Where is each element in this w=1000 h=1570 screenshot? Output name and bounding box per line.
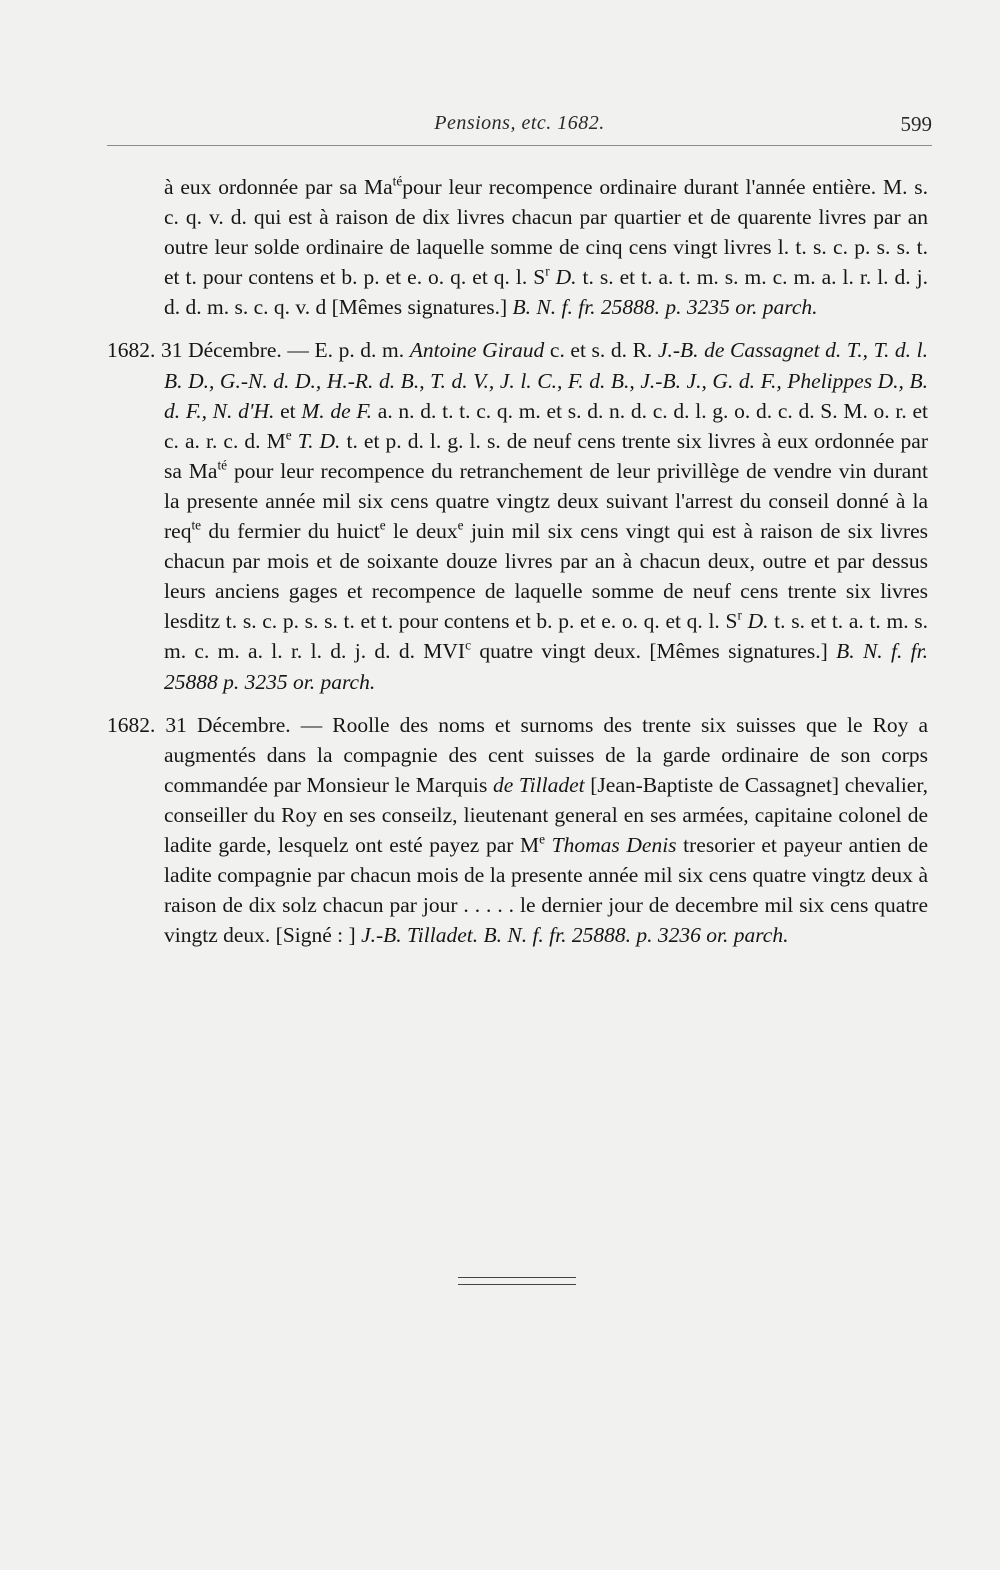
paragraph-entry-1682-december-31-first: [107, 335, 928, 696]
text-run: [Jean-Baptiste de Cassagnet] chevalier, conseiller du Roy en ses conseilz, lieutenant general en ses armées, capitaine colonel de ladite garde, lesquelz ont esté payez par M: [164, 772, 929, 857]
page-body: [107, 172, 928, 963]
text-run: quatre vingt deux. [Mêmes signatures.]: [471, 639, 837, 664]
text-run: [545, 833, 552, 857]
italic-text: Antoine Giraud: [409, 338, 545, 363]
superscript-text: r: [737, 607, 742, 623]
italic-text: Thomas Denis: [551, 832, 677, 857]
italic-text: T. D.: [297, 428, 341, 453]
text-run: t. et p. d. l. g. l. s. de neuf cens trente six livres à eux ordonnée par sa Ma: [164, 428, 928, 483]
superscript-text: e: [457, 517, 464, 533]
paragraph-continuation: [107, 172, 928, 322]
italic-text: B. N. f. fr. 25888 p. 3235 or. parch.: [164, 639, 928, 694]
text-run: à eux ordonnée par sa Ma: [164, 175, 393, 199]
text-run: 1682. 31 Décembre. — E. p. d. m.: [107, 338, 410, 363]
text-run: 1682. 31 Décembre. — Roolle des noms et surnoms des trente six suisses que le Roy a augmentés dans la compagnie des cent suisses de la garde ordinaire de son corps commandée par Monsieur le Marquis: [107, 712, 928, 797]
page-number: 599: [900, 112, 932, 136]
superscript-text: té: [217, 457, 228, 473]
text-run: tresorier et payeur antien de ladite compagnie par chacun mois de la presente année mil six cens quatre vingtz deux à raison de dix solz chacun par jour . . . . . le dernier jour de decembre mil six cens quatre vingtz deux. [Signé : ]: [164, 832, 929, 948]
italic-text: B. N. f. fr. 25888. p. 3235 or. parch.: [512, 295, 818, 320]
text-run: juin mil six cens vingt qui est à raison de six livres chacun par mois et de soixante douze livres par an à chacun deux, outre et par dessus leurs anciens gages et recompence de laquelle somme de neuf cens trente six livres lesditz t. s. c. p. s. s. t. et t. pour contens et b. p. et e. o. q. et q. l. S: [164, 519, 928, 634]
superscript-text: e: [539, 831, 546, 847]
text-run: le deux: [385, 519, 458, 544]
text-run: t. s. et t. a. t. m. s. m. c. m. a. l. r. l. d. j. d. d. MVI: [164, 609, 929, 664]
page-header: [107, 108, 932, 148]
italic-text: J.-B. de Cassagnet d. T., T. d. l. B. D., G.-N. d. D., H.-R. d. B., T. d. V., J. l. C., F. d. B., J.-B. J., G. d. F., Phelippes D., B. d. F., N. d'H.: [164, 338, 928, 423]
paragraph-entry-1682-december-31-second: [107, 710, 928, 951]
italic-text: D.: [555, 265, 577, 290]
end-double-rule: [458, 1277, 576, 1285]
text-run: et: [274, 398, 302, 423]
italic-text: J.-B. Tilladet. B. N. f. fr. 25888. p. 3236 or. parch.: [361, 923, 789, 948]
superscript-text: té: [392, 173, 403, 189]
superscript-text: e: [379, 517, 386, 533]
superscript-text: c: [465, 637, 471, 653]
text-run: du fermier du huict: [201, 519, 380, 544]
superscript-text: e: [285, 427, 292, 443]
text-run: pour leur recompence ordinaire durant l'année entière. M. s. c. q. v. d. qui est à raison de dix livres chacun par quartier et de quarente livres par an outre leur solde ordinaire de laquelle somme de cinq cens vingt livres l. t. s. c. p. s. s. t. et t. pour contens et b. p. et e. o. q. et q. l. S: [164, 175, 928, 290]
text-run: t. s. et t. a. t. m. s. m. c. m. a. l. r. l. d. j. d. d. m. s. c. q. v. d [Mêmes signatures.]: [164, 265, 928, 320]
superscript-text: r: [545, 263, 550, 279]
text-run: pour leur recompence du retranchement de leur privillège de vendre vin durant la presente année mil six cens quatre vingtz deux suivant l'arrest du conseil donné à la req: [164, 458, 928, 544]
header-rule: [107, 145, 932, 146]
italic-text: D.: [747, 609, 769, 634]
text-run: c. et s. d. R.: [544, 338, 658, 363]
text-run: a. n. d. t. t. c. q. m. et s. d. n. d. c. d. l. g. o. d. c. d. S. M. o. r. et c. a. r. c. d. M: [164, 398, 928, 453]
italic-text: M. de F.: [301, 398, 373, 423]
superscript-text: te: [191, 517, 202, 533]
italic-text: de Tilladet: [493, 772, 585, 797]
running-title: Pensions, etc. 1682.: [434, 112, 605, 134]
